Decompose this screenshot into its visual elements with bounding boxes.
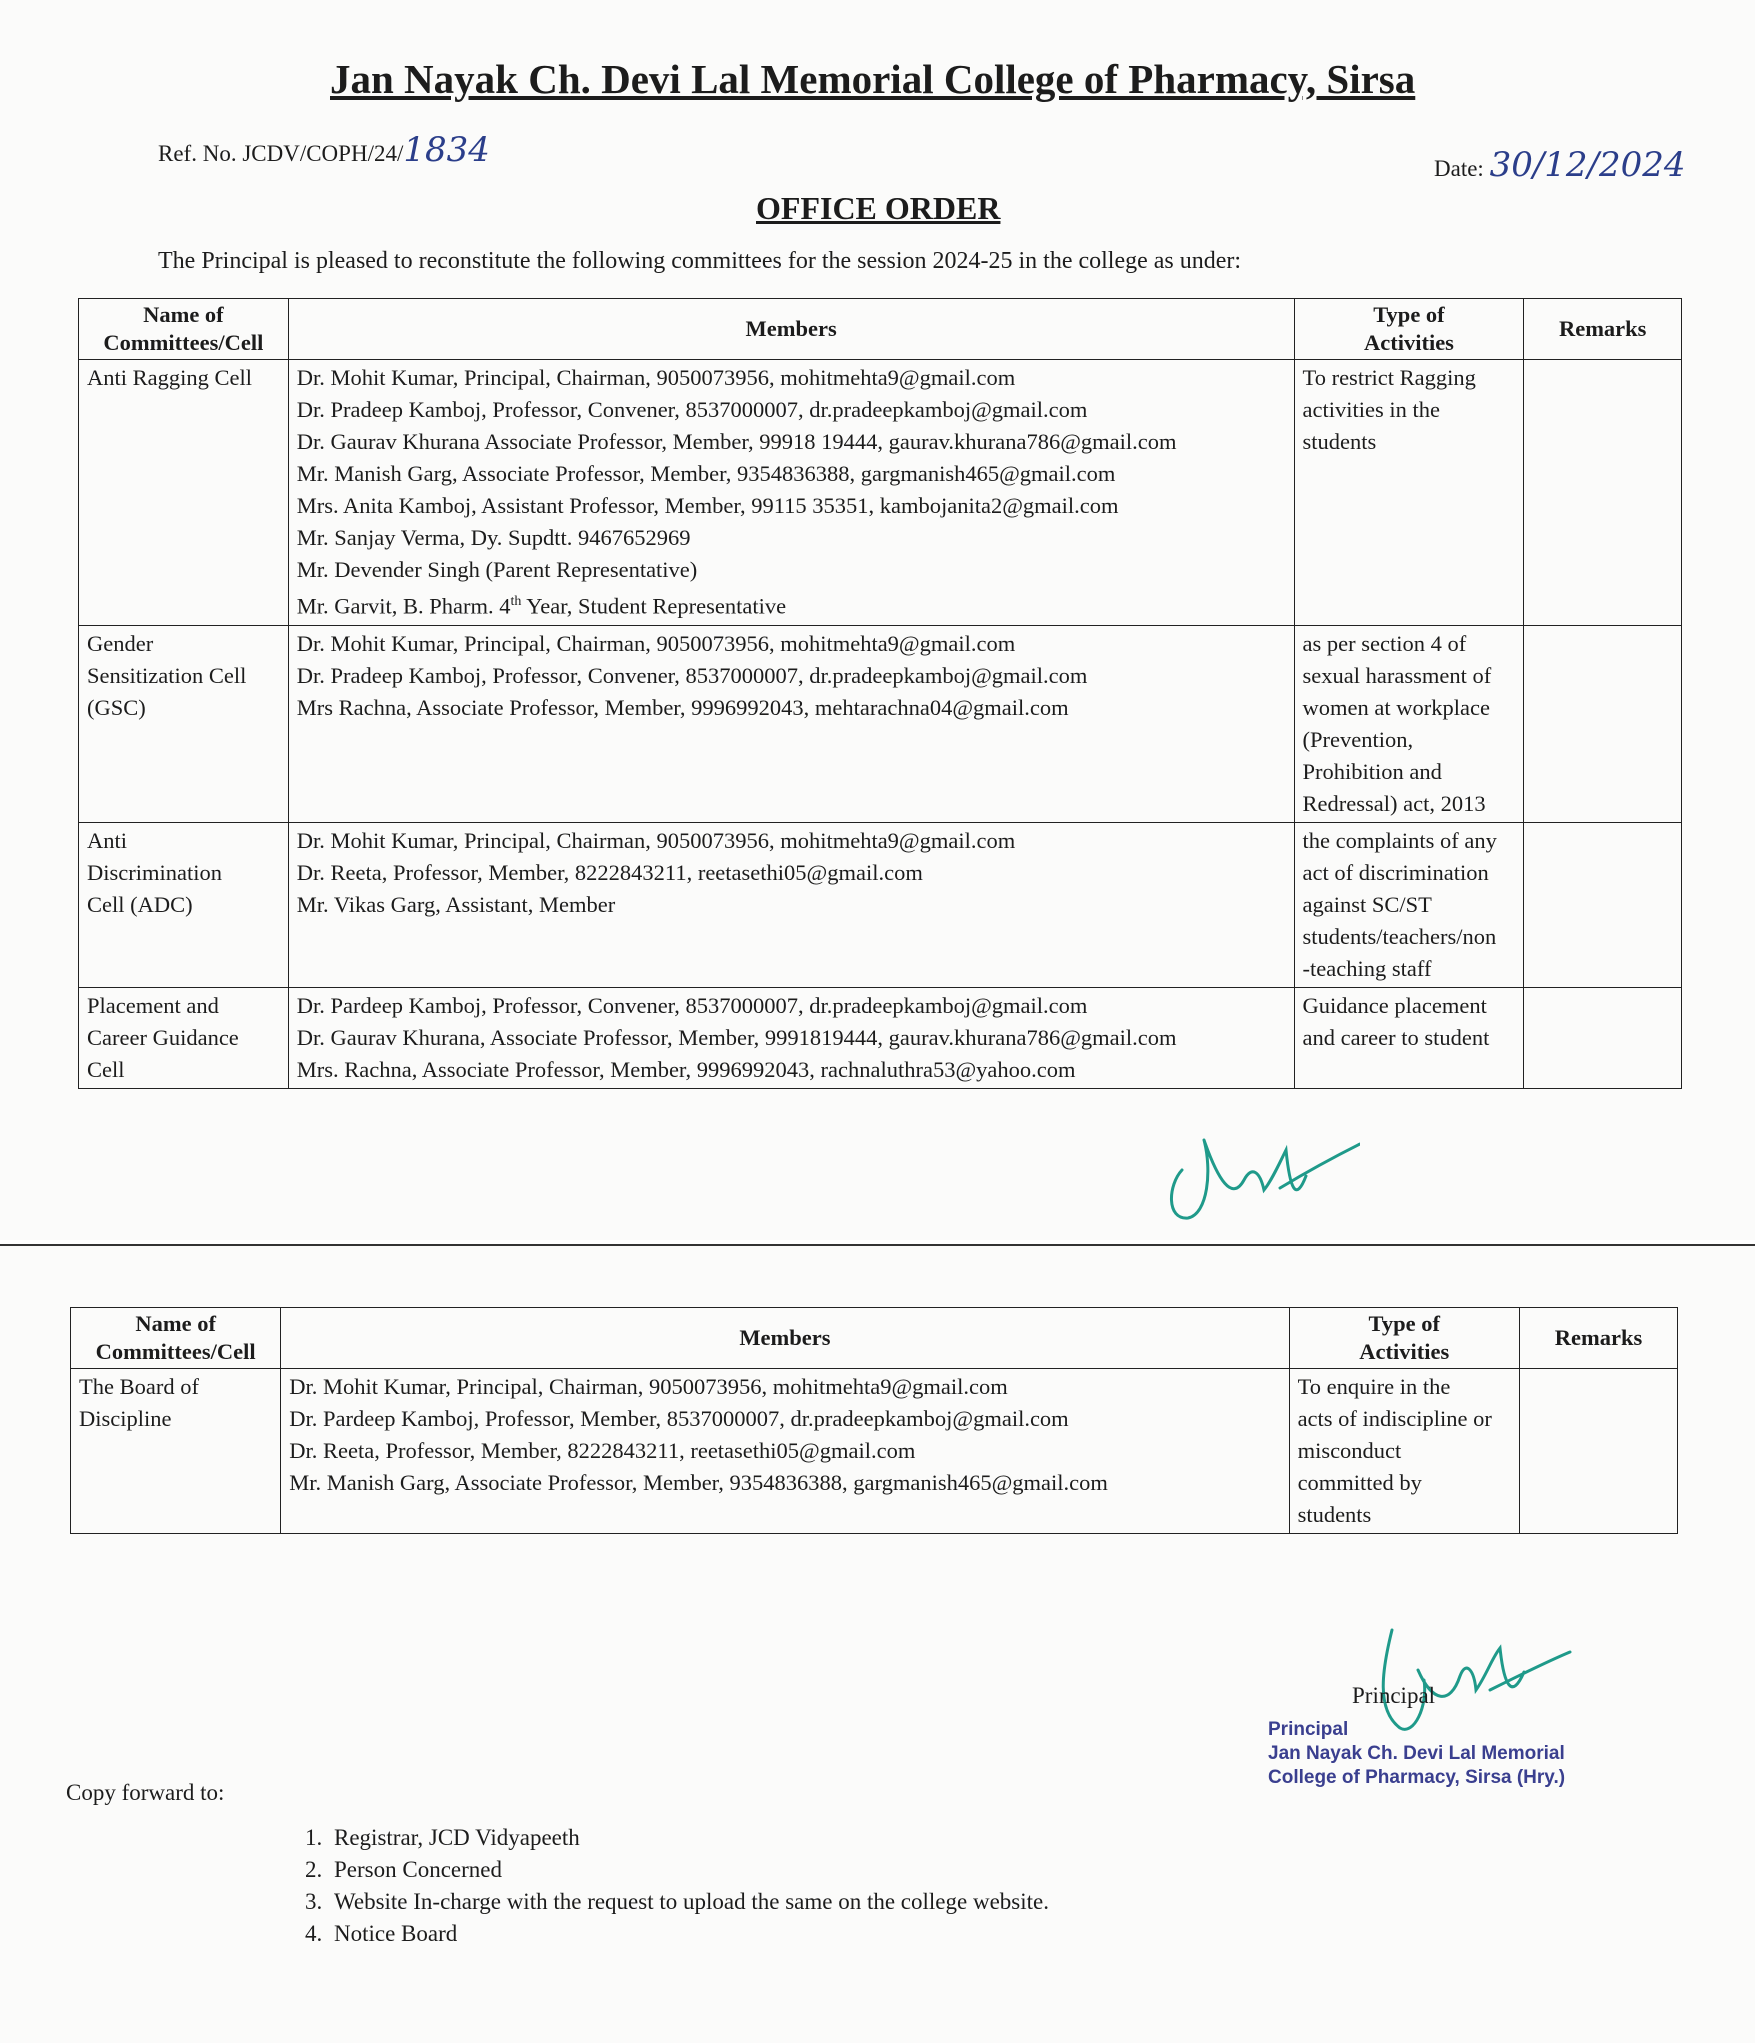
committee-name xyxy=(79,625,289,822)
table-row xyxy=(79,625,1682,822)
committee-activity xyxy=(1294,822,1524,987)
member-line: Dr. Mohit Kumar, Principal, Chairman, 9050073956, mohitmehta9@gmail.com xyxy=(296,630,1016,656)
header-name: Name of Committees/Cell xyxy=(71,1308,281,1369)
committee-activity xyxy=(1294,360,1524,626)
activity-line: as per section 4 of xyxy=(1302,630,1467,656)
table-header-row xyxy=(79,299,1682,360)
college-name: Jan Nayak Ch. Devi Lal Memorial College of Pharmacy, Sirsa xyxy=(330,56,1416,102)
copy-forward-label: Copy forward to: xyxy=(66,1780,225,1805)
activity-line: misconduct xyxy=(1297,1438,1402,1463)
member-line: Dr. Pradeep Kamboj, Professor, Convener, 8537000007, dr.pradeepkamboj@gmail.com xyxy=(296,397,1088,422)
table-row xyxy=(79,822,1682,987)
header-name: Name of Committees/Cell xyxy=(79,299,289,360)
member-line: Dr. Mohit Kumar, Principal, Chairman, 9050073956, mohitmehta9@gmail.com xyxy=(296,827,1016,853)
name-line: Gender xyxy=(87,630,154,656)
member-line: Dr. Pradeep Kamboj, Professor, Convener, 8537000007, dr.pradeepkamboj@gmail.com xyxy=(296,662,1088,688)
date-handwritten: 30/12/2024 xyxy=(1489,145,1686,185)
table-row xyxy=(71,1369,1678,1534)
header-type: Type of Activities xyxy=(1289,1308,1519,1369)
list-item: 4. Notice Board xyxy=(328,1918,1049,1950)
activity-line: activities in the xyxy=(1302,397,1440,422)
header-type: Type of Activities xyxy=(1294,299,1524,360)
committee-members xyxy=(281,1369,1289,1534)
committee-remarks xyxy=(1524,822,1682,987)
member-line: Dr. Reeta, Professor, Member, 8222843211, reetasethi05@gmail.com xyxy=(289,1438,916,1463)
activity-line: and career to student xyxy=(1302,1024,1490,1050)
date-label: Date: xyxy=(1434,156,1484,181)
header-members: Members xyxy=(288,299,1294,360)
activity-line: sexual harassment of xyxy=(1302,662,1492,688)
activity-line: students xyxy=(1302,429,1377,454)
name-line: Anti xyxy=(87,827,128,853)
activity-line: women at workplace xyxy=(1302,694,1490,720)
committee-name xyxy=(79,987,289,1088)
member-line: Mr. Manish Garg, Associate Professor, Member, 9354836388, gargmanish465@gmail.com xyxy=(289,1470,1108,1495)
activity-line: students xyxy=(1297,1502,1372,1527)
discipline-table xyxy=(70,1307,1678,1534)
member-line: Mr. Garvit, B. Pharm. 4th Year, Student Representative xyxy=(296,593,787,619)
member-line: Mr. Sanjay Verma, Dy. Supdtt. 9467652969 xyxy=(296,525,691,550)
name-line: Placement and xyxy=(87,992,219,1018)
member-line: Mrs Rachna, Associate Professor, Member, 9996992043, mehtarachna04@gmail.com xyxy=(296,694,1069,720)
principal-stamp: Principal Jan Nayak Ch. Devi Lal Memorial College of Pharmacy, Sirsa (Hry.) xyxy=(1268,1719,1566,1788)
committees-table xyxy=(78,298,1682,1089)
activity-line: (Prevention, xyxy=(1302,726,1414,752)
member-line: Mr. Manish Garg, Associate Professor, Member, 9354836388, gargmanish465@gmail.com xyxy=(296,461,1116,486)
principal-label: Principal xyxy=(1352,1683,1436,1708)
list-item: 3. Website In-charge with the request to upload the same on the college website. xyxy=(328,1886,1049,1918)
principal-signature xyxy=(1160,1110,1360,1240)
activity-line: against SC/ST xyxy=(1302,891,1432,917)
list-item: 2. Person Concerned xyxy=(328,1854,1049,1886)
committee-remarks xyxy=(1524,987,1682,1088)
member-line: Mr. Vikas Garg, Assistant, Member xyxy=(296,891,616,917)
committee-members xyxy=(288,987,1294,1088)
name-line: Career Guidance xyxy=(87,1024,239,1050)
ref-number-handwritten: 1834 xyxy=(403,130,490,170)
activity-line: the complaints of any xyxy=(1302,827,1497,853)
name-line: Cell (ADC) xyxy=(87,891,193,917)
name-line: Discipline xyxy=(79,1406,172,1431)
activity-line: committed by xyxy=(1297,1470,1422,1495)
committee-members xyxy=(288,822,1294,987)
committee-remarks xyxy=(1524,360,1682,626)
activity-line: To enquire in the xyxy=(1297,1374,1451,1399)
activity-line: acts of indiscipline or xyxy=(1297,1406,1492,1431)
table-row xyxy=(79,360,1682,626)
activity-line: act of discrimination xyxy=(1302,859,1489,885)
activity-line: Prohibition and xyxy=(1302,758,1442,784)
committee-name xyxy=(71,1369,281,1534)
name-line: Discrimination xyxy=(87,859,222,885)
committee-activity xyxy=(1289,1369,1519,1534)
name-line: The Board of xyxy=(79,1374,199,1399)
copy-forward-list xyxy=(292,1822,1049,1950)
committee-activity xyxy=(1294,625,1524,822)
intro-text: The Principal is pleased to reconstitute the following committees for the session 2024-25 in the college as under: xyxy=(158,248,1242,274)
name-line: (GSC) xyxy=(87,694,146,720)
activity-line: To restrict Ragging xyxy=(1302,365,1476,390)
member-line: Dr. Mohit Kumar, Principal, Chairman, 9050073956, mohitmehta9@gmail.com xyxy=(289,1374,1008,1399)
committee-remarks xyxy=(1524,625,1682,822)
committee-name xyxy=(79,360,289,626)
member-line: Mrs. Anita Kamboj, Assistant Professor, Member, 99115 35351, kambojanita2@gmail.com xyxy=(296,493,1119,518)
order-title: OFFICE ORDER xyxy=(756,190,1001,226)
member-line: Dr. Mohit Kumar, Principal, Chairman, 9050073956, mohitmehta9@gmail.com xyxy=(296,365,1016,390)
committee-remarks xyxy=(1519,1369,1677,1534)
header-members: Members xyxy=(281,1308,1289,1369)
member-line: Dr. Reeta, Professor, Member, 8222843211, reetasethi05@gmail.com xyxy=(296,859,923,885)
member-line: Mr. Devender Singh (Parent Representative) xyxy=(296,557,698,582)
activity-line: Redressal) act, 2013 xyxy=(1302,790,1486,816)
member-line: Mrs. Rachna, Associate Professor, Member, 9996992043, rachnaluthra53@yahoo.com xyxy=(296,1056,1076,1082)
member-line: Dr. Pardeep Kamboj, Professor, Convener, 8537000007, dr.pradeepkamboj@gmail.com xyxy=(296,992,1088,1018)
header-remarks: Remarks xyxy=(1524,299,1682,360)
activity-line: -teaching staff xyxy=(1302,955,1432,981)
name-line: Anti Ragging Cell xyxy=(87,365,252,390)
committee-members xyxy=(288,625,1294,822)
committee-activity xyxy=(1294,987,1524,1088)
order-date xyxy=(1434,145,1686,185)
activity-line: Guidance placement xyxy=(1302,992,1487,1018)
name-line: Cell xyxy=(87,1056,125,1082)
table-header-row xyxy=(71,1308,1678,1369)
name-line: Sensitization Cell xyxy=(87,662,247,688)
list-item: 1. Registrar, JCD Vidyapeeth xyxy=(328,1822,1049,1854)
activity-line: students/teachers/non xyxy=(1302,923,1497,949)
member-line: Dr. Pardeep Kamboj, Professor, Member, 8537000007, dr.pradeepkamboj@gmail.com xyxy=(289,1406,1069,1431)
committee-members xyxy=(288,360,1294,626)
member-line: Dr. Gaurav Khurana, Associate Professor, Member, 9991819444, gaurav.khurana786@gmail.com xyxy=(296,1024,1177,1050)
table-row xyxy=(79,987,1682,1088)
header-remarks: Remarks xyxy=(1519,1308,1677,1369)
ref-label: Ref. No. JCDV/COPH/24/ xyxy=(158,141,404,166)
member-line: Dr. Gaurav Khurana Associate Professor, Member, 99918 19444, gaurav.khurana786@gmail.com xyxy=(296,429,1177,454)
committee-name xyxy=(79,822,289,987)
reference-number xyxy=(158,130,490,170)
